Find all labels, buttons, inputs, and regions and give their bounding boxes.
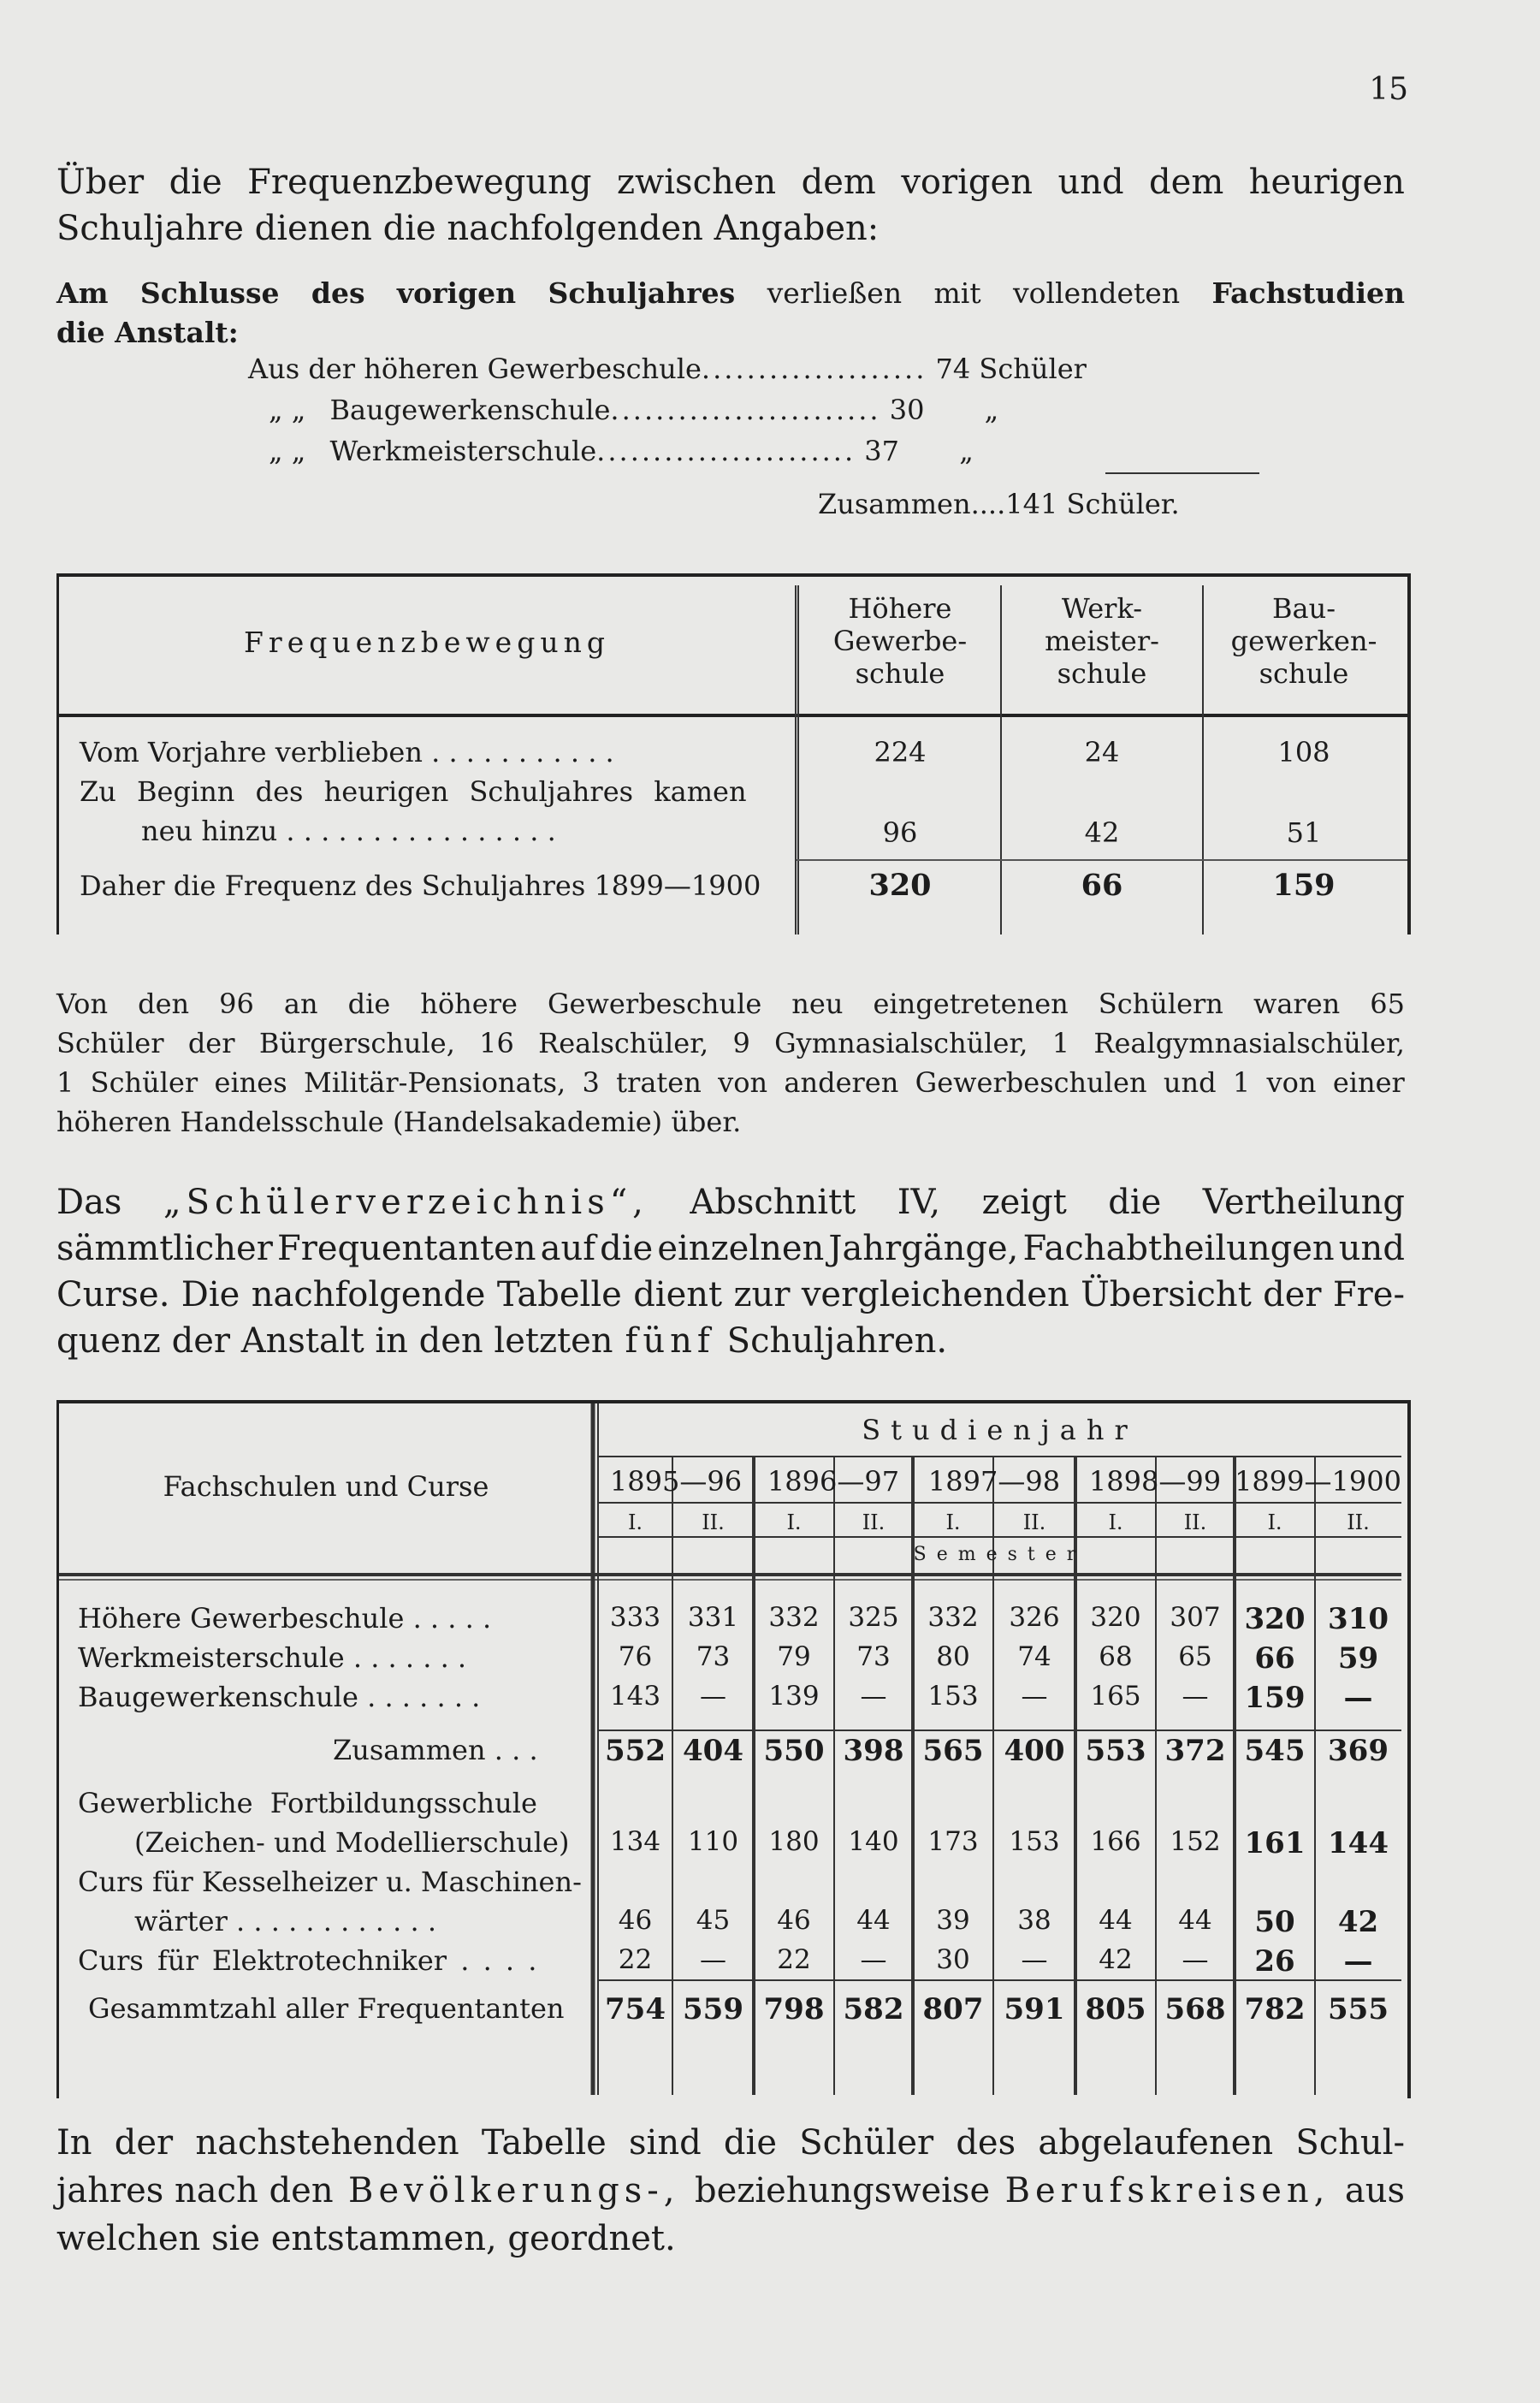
word: zeigt (981, 1183, 1067, 1222)
row-label: Zusammen . . . (333, 1734, 538, 1766)
semester-cell: I. (945, 1510, 961, 1534)
row-label: Höhere Gewerbeschule . . . . . (78, 1602, 492, 1635)
value-cell: 326 (1009, 1602, 1060, 1633)
word: vollendeten (1012, 276, 1181, 310)
graduates-total (818, 488, 1180, 520)
emphasis-fuenf: fünf (625, 1321, 715, 1361)
value-cell: 332 (768, 1602, 820, 1633)
row-label: neu hinzu . . . . . . . . . . . . . . . . (141, 815, 556, 847)
word: IV, (897, 1183, 941, 1222)
semester-cell: II. (862, 1510, 886, 1534)
total-cell: 320 (868, 868, 932, 903)
word: von (1266, 1066, 1317, 1099)
value-cell: 22 (618, 1944, 653, 1975)
semester-cell: I. (1108, 1510, 1123, 1534)
value-cell: 805 (1085, 1992, 1146, 2026)
row-label: Curs für Kesselheizer u. Maschinen- (78, 1866, 582, 1898)
value-cell: 159 (1244, 1681, 1306, 1715)
word: 3 (582, 1066, 600, 1099)
word: Schlusse (139, 276, 280, 310)
graduates-row (248, 353, 1087, 385)
word: eingetretenen (873, 988, 1069, 1020)
note-line-1 (56, 984, 1405, 1024)
word: 9 (732, 1027, 750, 1059)
value-cell: 140 (848, 1826, 899, 1857)
word: Tabelle (481, 2123, 607, 2163)
value-cell: 65 (1178, 1641, 1212, 1672)
note-line-4: höheren Handelsschule (Handelsakademie) über. (56, 1106, 742, 1138)
word: und (1057, 163, 1124, 202)
word: Von (56, 988, 109, 1020)
value-cell: 108 (1277, 736, 1330, 768)
header-line: gewerken- (1230, 625, 1377, 657)
value-cell: — (860, 1681, 887, 1712)
header-baugewerkenschule (1204, 592, 1404, 690)
value-cell: 224 (874, 736, 927, 768)
word: Am (56, 276, 109, 310)
word: einzelnen (657, 1229, 825, 1268)
word: Übersicht (1081, 1275, 1252, 1314)
word: vorigen (901, 163, 1033, 202)
graduates-school: Werkmeisterschule (329, 435, 597, 467)
word: die (347, 988, 391, 1020)
closing-line-3: welchen sie entstammen, geordnet. (56, 2219, 676, 2258)
value-cell: 139 (768, 1681, 820, 1712)
graduates-school: höheren Gewerbeschule (364, 353, 702, 385)
word: Schul- (1295, 2123, 1405, 2163)
header-line: meister- (1045, 625, 1159, 657)
word: Schüler (90, 1066, 198, 1099)
closing-paragraph (56, 2119, 1405, 2263)
word: dem (1149, 163, 1224, 202)
word: nachfolgende (251, 1275, 486, 1314)
word: zwischen (616, 163, 777, 202)
value-cell: — (860, 1944, 887, 1975)
value-cell: 782 (1244, 1992, 1306, 2026)
header-fachschulen: Fachschulen und Curse (163, 1470, 489, 1503)
value-cell: — (1021, 1944, 1048, 1975)
value-cell: — (1182, 1944, 1209, 1975)
word: Schülern (1098, 988, 1223, 1020)
semester-cell: II. (1183, 1510, 1207, 1534)
value-cell: 333 (609, 1602, 661, 1633)
word: jahres nach den (56, 2171, 334, 2210)
word: eines (214, 1066, 287, 1099)
note-line-3 (56, 1063, 1405, 1102)
header-line: schule (855, 657, 945, 690)
row-label: Werkmeisterschule . . . . . . . (78, 1641, 467, 1674)
value-cell: 798 (763, 1992, 825, 2026)
word: die (1108, 1183, 1162, 1222)
row-label: wärter . . . . . . . . . . . . (134, 1905, 436, 1937)
value-cell: — (700, 1681, 726, 1712)
value-cell: 400 (1004, 1734, 1065, 1768)
value-cell: 44 (856, 1905, 891, 1936)
semester-cell: I. (627, 1510, 643, 1534)
value-cell: 59 (1337, 1641, 1379, 1676)
value-cell: — (700, 1944, 726, 1975)
value-cell: 568 (1164, 1992, 1226, 2026)
word: Militär-Pensionats, (303, 1066, 566, 1099)
value-cell: 73 (856, 1641, 891, 1672)
word: Schüler (56, 1027, 164, 1059)
word: neu (791, 988, 844, 1020)
value-cell: 404 (683, 1734, 743, 1768)
word: mit (933, 276, 981, 310)
row-label: Daher die Frequenz des Schuljahres 1899—1900 (80, 869, 761, 902)
year-header: 1896—97 (767, 1465, 900, 1498)
word: waren (1253, 988, 1341, 1020)
word: sämmtlicher (56, 1229, 273, 1268)
word: verließen (767, 276, 903, 310)
word: Vertheilung (1202, 1183, 1405, 1222)
value-cell: 42 (1337, 1905, 1379, 1939)
word: höhere (420, 988, 518, 1020)
value-cell: 550 (763, 1734, 825, 1768)
semester-cell: I. (1267, 1510, 1282, 1534)
year-header: 1897—98 (927, 1465, 1061, 1498)
graduates-unit: „ (959, 435, 974, 467)
value-cell: 161 (1244, 1826, 1306, 1860)
word: an (283, 988, 318, 1020)
word: 16 (479, 1027, 514, 1059)
sum-rule (797, 859, 1407, 861)
word: Das (56, 1183, 122, 1222)
value-cell: 66 (1254, 1641, 1295, 1676)
graduates-intro (56, 274, 1405, 353)
year-header: 1898—99 (1088, 1465, 1222, 1498)
note-paragraph (56, 984, 1405, 1142)
word: der (1263, 1275, 1322, 1314)
value-cell: 30 (936, 1944, 970, 1975)
value-cell: 332 (927, 1602, 979, 1633)
word: dient (633, 1275, 723, 1314)
word: Fre- (1332, 1275, 1405, 1314)
word: die (723, 2123, 777, 2163)
word: den (138, 988, 190, 1020)
value-cell: — (1182, 1681, 1209, 1712)
word: Über (56, 163, 145, 202)
word: Abschnitt (690, 1183, 856, 1222)
word: von (718, 1066, 768, 1099)
header-line: Werk- (1061, 592, 1143, 625)
header-line: Höhere (848, 592, 952, 625)
overview-line-2 (56, 1225, 1405, 1272)
semester-label: Semester (913, 1544, 1087, 1565)
word: sind (629, 2123, 702, 2163)
value-cell: — (1021, 1681, 1048, 1712)
overview-line-4 (56, 1318, 1405, 1364)
value-cell: 22 (777, 1944, 811, 1975)
row-label: Gesammtzahl aller Frequentanten (88, 1992, 565, 2025)
word: 96 (219, 988, 254, 1020)
value-cell: 153 (927, 1681, 979, 1712)
overview-line-1 (56, 1179, 1405, 1225)
row-label: Curs für Elektrotechniker . . . . (78, 1944, 537, 1977)
value-cell: 807 (922, 1992, 984, 2026)
header-line: Bau- (1271, 592, 1336, 625)
word: die (600, 1229, 654, 1268)
semester-cell: II. (1022, 1510, 1046, 1534)
word: Schuljahren. (726, 1321, 948, 1361)
word: Die (181, 1275, 240, 1314)
value-cell: 46 (777, 1905, 811, 1936)
word: Tabelle (496, 1275, 622, 1314)
value-cell: 110 (687, 1826, 739, 1857)
word: beziehungsweise (694, 2171, 991, 2210)
graduates-prefix: „ „ (269, 394, 306, 426)
word: und (1338, 1229, 1405, 1268)
total-unit: Schüler. (1066, 488, 1180, 520)
value-cell: 325 (848, 1602, 899, 1633)
value-cell: 44 (1178, 1905, 1212, 1936)
word: Gymnasialschüler, (774, 1027, 1028, 1059)
word: quenz der Anstalt in den letzten (56, 1321, 613, 1361)
word: Frequentanten (276, 1229, 536, 1268)
word: dem (801, 163, 876, 202)
total-label: Zusammen.... (818, 488, 1006, 520)
word: abgelaufenen (1038, 2123, 1274, 2163)
row-label: Zu Beginn des heurigen Schuljahres kamen (80, 775, 747, 808)
word: Schüler (799, 2123, 934, 2163)
word: 65 (1370, 988, 1405, 1020)
header-werkmeisterschule (1002, 592, 1202, 690)
graduates-intro-line-1 (56, 274, 1405, 313)
word: einer (1332, 1066, 1405, 1099)
closing-line-1 (56, 2119, 1405, 2167)
value-cell: 555 (1328, 1992, 1389, 2026)
value-cell: 42 (1084, 816, 1120, 849)
emphasis-bevoelkerungs: Bevölkerungs-, (348, 2171, 680, 2210)
word: 1 (56, 1066, 74, 1099)
header-frequenzbewegung: Frequenzbewegung (244, 626, 610, 659)
word: Gewerbeschulen (915, 1066, 1147, 1099)
total-value: 141 (1005, 488, 1058, 520)
value-cell: 44 (1099, 1905, 1133, 1936)
value-cell: 153 (1009, 1826, 1060, 1857)
value-cell: 320 (1090, 1602, 1141, 1633)
value-cell: 180 (768, 1826, 820, 1857)
value-cell: 134 (609, 1826, 661, 1857)
value-cell: 552 (605, 1734, 666, 1768)
word: Gewerbeschule (547, 988, 762, 1020)
value-cell: 582 (843, 1992, 904, 2026)
header-line: schule (1057, 657, 1147, 690)
overview-line-3 (56, 1272, 1405, 1318)
word: Jahrgänge, (828, 1229, 1019, 1268)
header-line: Gewerbe- (832, 625, 968, 657)
value-cell: 73 (696, 1641, 731, 1672)
graduates-count: 37 (864, 435, 900, 467)
word: der (114, 2123, 174, 2163)
word: der (187, 1027, 235, 1059)
word: Frequenzbewegung (247, 163, 592, 202)
graduates-prefix: „ „ (269, 435, 306, 467)
value-cell: 143 (609, 1681, 661, 1712)
word: Curse. (56, 1275, 170, 1314)
value-cell: — (1343, 1681, 1373, 1715)
leader-dots: .................... (701, 353, 927, 385)
value-cell: 559 (683, 1992, 743, 2026)
total-cell: 66 (1081, 868, 1123, 903)
word: vergleichenden (801, 1275, 1069, 1314)
row-label: Vom Vorjahre verblieben . . . . . . . . . . . (80, 736, 614, 768)
graduates-unit: Schüler (979, 353, 1087, 385)
value-cell: 165 (1090, 1681, 1141, 1712)
graduates-count: 74 (935, 353, 971, 385)
column-rule (795, 585, 799, 934)
page-number: 15 (1369, 72, 1408, 107)
intro-line-1 (56, 159, 1405, 205)
word: Realgymnasialschüler, (1093, 1027, 1405, 1059)
graduates-row (269, 435, 974, 467)
word: des (311, 276, 365, 310)
row-label: (Zeichen- und Modellierschule) (134, 1826, 570, 1859)
word: 1 (1232, 1066, 1251, 1099)
note-line-2 (56, 1024, 1405, 1063)
word: heurigen (1248, 163, 1405, 202)
graduates-intro-line-2: die Anstalt: (56, 316, 239, 349)
value-cell: 310 (1328, 1602, 1389, 1636)
semester-cell: II. (702, 1510, 725, 1534)
value-cell: 545 (1244, 1734, 1306, 1768)
word: aus (1344, 2171, 1405, 2210)
row-label: Baugewerkenschule . . . . . . . (78, 1681, 481, 1713)
header-hoehere-gewerbeschule (800, 592, 1000, 690)
value-cell: 39 (936, 1905, 970, 1936)
value-cell: 24 (1084, 736, 1120, 768)
word: Realschüler, (538, 1027, 709, 1059)
graduates-prefix: Aus der (248, 353, 356, 385)
emphasis-schuelerverzeichnis: „Schülerverzeichnis“, (163, 1183, 649, 1222)
word: Schuljahres (548, 276, 736, 310)
value-cell: 76 (618, 1641, 653, 1672)
enrolment-table (56, 1400, 1411, 2098)
value-cell: 173 (927, 1826, 979, 1857)
word: nachstehenden (195, 2123, 459, 2163)
value-cell: 320 (1244, 1602, 1306, 1636)
intro-line-2: Schuljahre dienen die nachfolgenden Angaben: (56, 209, 880, 248)
graduates-count: 30 (889, 394, 925, 426)
value-cell: 369 (1328, 1734, 1389, 1768)
value-cell: 565 (922, 1734, 984, 1768)
value-cell: 38 (1017, 1905, 1051, 1936)
value-cell: 68 (1099, 1641, 1133, 1672)
value-cell: 307 (1170, 1602, 1221, 1633)
value-cell: 45 (696, 1905, 731, 1936)
header-line: schule (1259, 657, 1349, 690)
value-cell: — (1343, 1944, 1373, 1979)
value-cell: 79 (777, 1641, 811, 1672)
word: und (1163, 1066, 1217, 1099)
value-cell: 331 (687, 1602, 739, 1633)
intro-paragraph (56, 159, 1405, 252)
semester-cell: II. (1347, 1510, 1370, 1534)
year-header: 1899—1900 (1235, 1465, 1401, 1498)
value-cell: 166 (1090, 1826, 1141, 1857)
sum-rule (1105, 472, 1259, 474)
value-cell: 144 (1328, 1826, 1389, 1860)
value-cell: 46 (618, 1905, 653, 1936)
value-cell: 51 (1286, 816, 1322, 849)
value-cell: 26 (1254, 1944, 1295, 1979)
word: traten (616, 1066, 702, 1099)
word: Bürgerschule, (258, 1027, 455, 1059)
value-cell: 152 (1170, 1826, 1221, 1857)
word: des (956, 2123, 1016, 2163)
word: vorigen (396, 276, 517, 310)
value-cell: 74 (1017, 1641, 1051, 1672)
value-cell: 553 (1085, 1734, 1146, 1768)
word: auf (540, 1229, 596, 1268)
value-cell: 50 (1254, 1905, 1295, 1939)
value-cell: 398 (843, 1734, 904, 1768)
emphasis-berufskreisen: Berufskreisen, (1004, 2171, 1330, 2210)
value-cell: 591 (1004, 1992, 1065, 2026)
overview-paragraph (56, 1179, 1405, 1364)
word: In (56, 2123, 92, 2163)
graduates-row (269, 394, 998, 426)
header-studienjahr: Studienjahr (862, 1414, 1138, 1446)
word: Fachabtheilungen (1022, 1229, 1335, 1268)
word: anderen (784, 1066, 899, 1099)
graduates-unit: „ (984, 394, 999, 426)
word: 1 (1051, 1027, 1070, 1059)
value-cell: 372 (1164, 1734, 1226, 1768)
word: zur (733, 1275, 791, 1314)
leader-dots: ....................... (596, 435, 856, 467)
semester-cell: I. (786, 1510, 802, 1534)
value-cell: 42 (1099, 1944, 1133, 1975)
year-header: 1895—96 (609, 1465, 743, 1498)
row-label: Gewerbliche Fortbildungsschule (78, 1787, 537, 1819)
closing-line-2 (56, 2167, 1405, 2215)
value-cell: 754 (605, 1992, 666, 2026)
word: Fachstudien (1211, 276, 1405, 310)
word: die (169, 163, 222, 202)
frequency-table (56, 573, 1411, 934)
total-cell: 159 (1272, 868, 1336, 903)
value-cell: 96 (882, 816, 918, 849)
value-cell: 80 (936, 1641, 970, 1672)
graduates-school: Baugewerkenschule (329, 394, 611, 426)
leader-dots: ........................ (610, 394, 881, 426)
